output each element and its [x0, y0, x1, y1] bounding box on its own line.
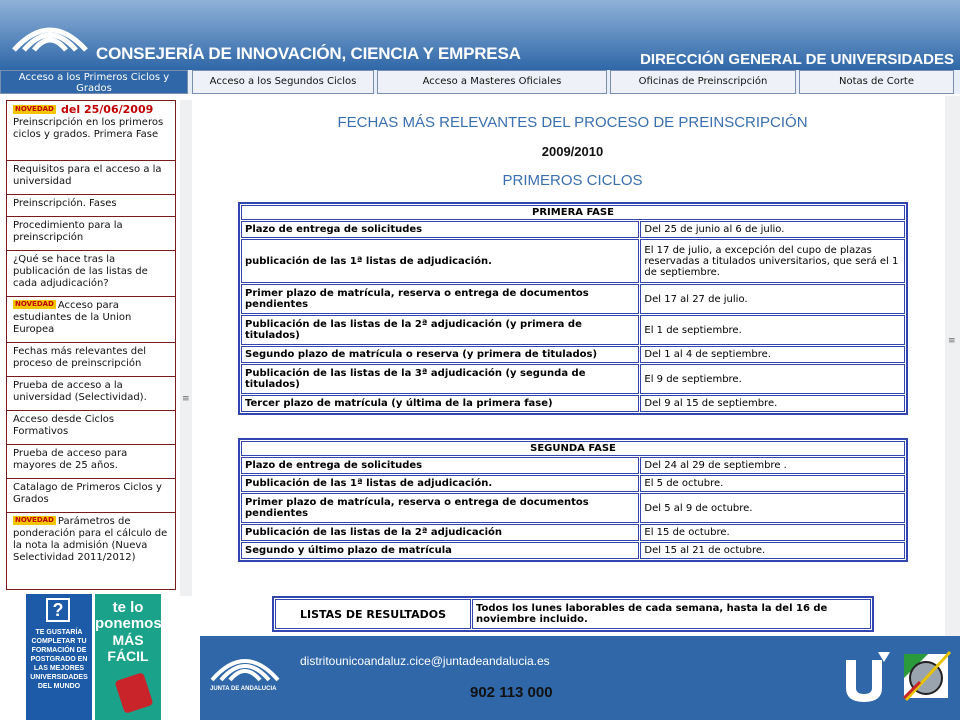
sidebar-item-label: Parámetros de ponderación para el cálculo de la nota la admisión (Nueva Selectividad 2011/2012) — [13, 516, 168, 563]
row-value: Del 24 al 29 de septiembre . — [640, 457, 905, 474]
row-value: El 17 de julio, a excepción del cupo de plazas reservadas a titulados universitarios, que será el 1 de septiembre. — [640, 239, 905, 283]
resultados-value: Todos los lunes laborables de cada semana, hasta la del 16 de noviembre incluido. — [472, 599, 871, 629]
grip-icon: ≡ — [948, 336, 956, 346]
sidebar-item-ciclos-formativos[interactable] — [7, 411, 175, 445]
resultados-table — [272, 596, 874, 632]
sidebar-item-union-europea[interactable] — [7, 297, 175, 343]
sidebar-item-requisitos[interactable] — [7, 161, 175, 195]
postgrado-banner[interactable] — [26, 594, 92, 720]
table-row — [241, 475, 905, 492]
row-label: Segundo y último plazo de matrícula — [241, 542, 639, 559]
sidebar-item-que-se-hace[interactable] — [7, 251, 175, 297]
tab-segundos-ciclos[interactable]: Acceso a los Segundos Ciclos — [192, 70, 374, 94]
table-row — [241, 524, 905, 541]
row-value: Del 9 al 15 de septiembre. — [640, 395, 905, 412]
dir-title: DIRECCIÓN GENERAL DE UNIVERSIDADES — [640, 51, 954, 68]
sidebar-item-label: Preinscripción. Fases — [13, 198, 117, 209]
row-label: Primer plazo de matrícula, reserva o entrega de documentos pendientes — [241, 493, 639, 523]
page-title: FECHAS MÁS RELEVANTES DEL PROCESO DE PREINSCRIPCIÓN — [337, 114, 808, 131]
novedad-badge: NOVEDAD — [15, 105, 54, 113]
segunda-fase-header: SEGUNDA FASE — [241, 441, 905, 456]
sidebar-scrollbar[interactable] — [180, 100, 192, 596]
resultados-label: LISTAS DE RESULTADOS — [275, 599, 471, 629]
row-label: Publicación de las 1ª listas de adjudicación. — [241, 475, 639, 492]
junta-logo-icon — [10, 14, 90, 54]
mas-facil-banner[interactable] — [95, 594, 161, 720]
main-scrollbar[interactable] — [945, 96, 960, 636]
postgrado-banner-text: TE GUSTARÍA COMPLETAR TU FORMACIÓN DE POSTGRADO EN LAS MEJORES UNIVERSIDADES DEL MUNDO — [30, 629, 88, 690]
row-value: Del 15 al 21 de octubre. — [640, 542, 905, 559]
sidebar-item-label: ¿Qué se hace tras la publicación de las listas de cada adjudicación? — [13, 254, 148, 289]
sidebar-item-selectividad[interactable] — [7, 377, 175, 411]
table-row — [241, 221, 905, 238]
row-label: Plazo de entrega de solicitudes — [241, 457, 639, 474]
row-label: publicación de las 1ª listas de adjudicación. — [241, 239, 639, 283]
table-row — [241, 364, 905, 394]
row-value: El 5 de octubre. — [640, 475, 905, 492]
novedad-badge: NOVEDAD — [15, 300, 54, 308]
nav-tabs — [0, 70, 960, 94]
sidebar-item-label: Prueba de acceso a la universidad (Selectividad). — [13, 380, 147, 403]
table-row — [241, 395, 905, 412]
row-label: Publicación de las listas de la 2ª adjudicación — [241, 524, 639, 541]
contact-email[interactable]: distritounicoandaluz.cice@juntadeandalucia.es — [300, 654, 550, 668]
table-row — [241, 315, 905, 345]
u-logo-icon — [842, 650, 892, 706]
mas-facil-line2: ponemos — [95, 615, 162, 632]
main-content — [200, 96, 945, 636]
tab-notas-corte[interactable]: Notas de Corte — [799, 70, 954, 94]
question-icon: ? — [46, 598, 70, 622]
row-label: Plazo de entrega de solicitudes — [241, 221, 639, 238]
sidebar-item-fechas[interactable] — [7, 343, 175, 377]
row-label: Primer plazo de matrícula, reserva o entrega de documentos pendientes — [241, 284, 639, 314]
row-value: Del 17 al 27 de julio. — [640, 284, 905, 314]
junta-text: JUNTA DE ANDALUCIA — [210, 686, 277, 692]
sidebar-item-ponderacion[interactable] — [7, 513, 175, 585]
table-row — [241, 493, 905, 523]
table-row — [241, 284, 905, 314]
sidebar — [6, 100, 176, 590]
primera-fase-header: PRIMERA FASE — [241, 205, 905, 220]
sidebar-item-label: Procedimiento para la preinscripción — [13, 220, 123, 243]
sidebar-item-label: Acceso desde Ciclos Formativos — [13, 414, 115, 437]
junta-logo-icon — [208, 642, 282, 682]
sidebar-item-label: Requisitos para el acceso a la universidad — [13, 164, 162, 187]
table-row — [241, 542, 905, 559]
row-value: El 15 de octubre. — [640, 524, 905, 541]
footer — [200, 636, 960, 720]
sidebar-item-label: Catalago de Primeros Ciclos y Grados — [13, 482, 162, 505]
table-row — [241, 346, 905, 363]
sidebar-item-catalogo[interactable] — [7, 479, 175, 513]
tab-oficinas[interactable]: Oficinas de Preinscripción — [610, 70, 796, 94]
sidebar-item-label: Prueba de acceso para mayores de 25 años. — [13, 448, 128, 471]
sidebar-item-procedimiento[interactable] — [7, 217, 175, 251]
row-value: Del 1 al 4 de septiembre. — [640, 346, 905, 363]
sidebar-item-label: Acceso para estudiantes de la Union Europea — [13, 300, 132, 335]
org-title: CONSEJERÍA DE INNOVACIÓN, CIENCIA Y EMPRESA — [96, 44, 521, 63]
segunda-fase-table — [238, 438, 908, 562]
row-value: El 1 de septiembre. — [640, 315, 905, 345]
section-subtitle: PRIMEROS CICLOS — [502, 172, 643, 189]
table-row — [241, 457, 905, 474]
mas-facil-line1: te lo — [112, 599, 144, 616]
sidebar-item-mayores-25[interactable] — [7, 445, 175, 479]
academic-year: 2009/2010 — [541, 144, 604, 159]
row-value: Del 25 de junio al 6 de julio. — [640, 221, 905, 238]
sidebar-item-label: Preinscripción en los primeros ciclos y grados. Primera Fase — [13, 117, 164, 140]
row-value: Del 5 al 9 de octubre. — [640, 493, 905, 523]
mas-facil-line3: MÁS FÁCIL — [107, 632, 149, 664]
novedad-date: del 25/06/2009 — [61, 103, 154, 116]
sidebar-item-label: Fechas más relevantes del proceso de preinscripción — [13, 346, 147, 369]
row-label: Publicación de las listas de la 2ª adjudicación (y primera de titulados) — [241, 315, 639, 345]
contact-phone: 902 113 000 — [470, 684, 553, 701]
table-row — [241, 239, 905, 283]
row-label: Publicación de las listas de la 3ª adjudicación (y segunda de titulados) — [241, 364, 639, 394]
sidebar-item-fases[interactable] — [7, 195, 175, 217]
row-value: El 9 de septiembre. — [640, 364, 905, 394]
row-label: Tercer plazo de matrícula (y última de la primera fase) — [241, 395, 639, 412]
primera-fase-table — [238, 202, 908, 415]
sidebar-item-preinscripcion[interactable] — [7, 101, 175, 161]
novedad-badge: NOVEDAD — [15, 516, 54, 524]
globe-icon — [900, 648, 956, 708]
table-row — [275, 599, 871, 629]
tab-masteres[interactable]: Acceso a Masteres Oficiales — [377, 70, 607, 94]
grip-icon: ≡ — [182, 394, 190, 404]
header — [0, 0, 960, 70]
tab-primeros-ciclos[interactable]: Acceso a los Primeros Ciclos y Grados — [0, 70, 188, 94]
row-label: Segundo plazo de matrícula o reserva (y primera de titulados) — [241, 346, 639, 363]
shopping-bag-icon — [114, 672, 153, 714]
